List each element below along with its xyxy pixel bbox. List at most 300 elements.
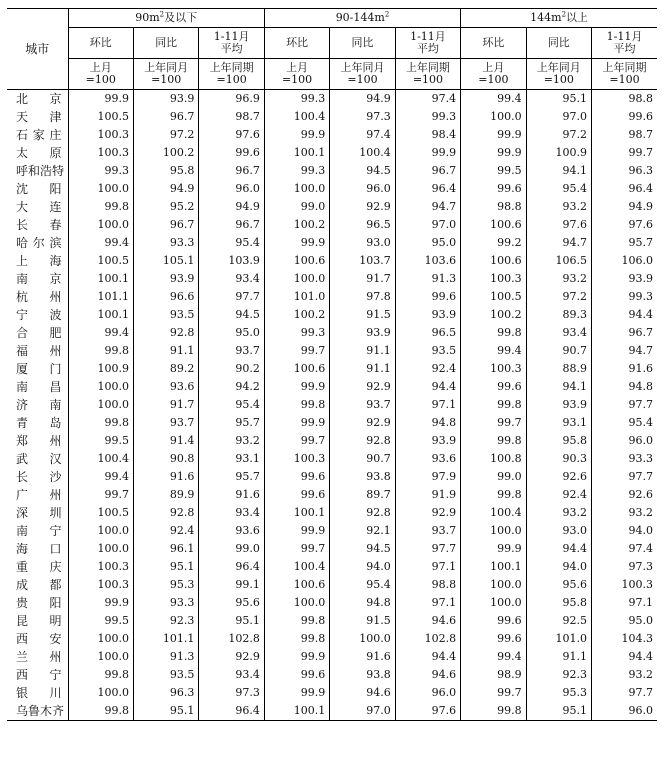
index-value-cell: 95.6 [526,576,591,594]
index-value-cell: 100.1 [68,306,133,324]
index-value-cell: 97.0 [395,216,460,234]
city-name-cell: 重庆 [16,560,62,574]
base-same-period-last-year-header-line1: 上年同期 [602,61,647,74]
index-value-cell: 99.7 [461,414,526,432]
index-value-cell: 97.6 [395,702,460,721]
index-value-cell: 89.3 [526,306,591,324]
base-same-month-last-year-header [330,59,395,90]
index-value-cell: 97.2 [526,126,591,144]
index-value-cell: 93.3 [133,234,198,252]
index-value-cell: 99.8 [461,324,526,342]
ytd-average-header [395,28,460,59]
index-value-cell: 92.1 [330,522,395,540]
table-row [7,522,657,540]
index-value-cell: 99.8 [461,486,526,504]
index-value-cell: 100.0 [461,522,526,540]
index-value-cell: 99.9 [461,144,526,162]
index-value-cell: 96.1 [133,540,198,558]
index-value-cell: 99.9 [264,378,329,396]
index-value-cell: 100.5 [68,504,133,522]
base-same-period-last-year-header [199,59,264,90]
index-value-cell: 94.0 [592,522,657,540]
ytd-average-header-line2: 平均 [416,42,439,55]
city-name-cell: 厦门 [16,362,62,376]
index-value-cell: 100.1 [264,504,329,522]
index-value-cell: 97.7 [592,684,657,702]
index-value-cell: 100.4 [264,108,329,126]
table-row [7,666,657,684]
index-value-cell: 93.2 [526,504,591,522]
index-value-cell: 99.0 [199,540,264,558]
base-prev-month-header-line2: =100 [478,73,509,86]
index-value-cell: 99.9 [264,522,329,540]
index-value-cell: 95.4 [592,414,657,432]
city-name-cell: 南宁 [16,524,62,538]
index-value-cell: 93.9 [395,306,460,324]
index-value-cell: 92.4 [395,360,460,378]
index-value-cell: 99.6 [395,288,460,306]
index-value-cell: 92.8 [330,504,395,522]
base-prev-month-header [264,59,329,90]
index-value-cell: 94.4 [526,540,591,558]
index-value-cell: 100.4 [461,504,526,522]
index-value-cell: 99.6 [264,486,329,504]
index-value-cell: 92.8 [133,504,198,522]
ytd-average-header-line2: 平均 [220,42,243,55]
index-value-cell: 97.3 [330,108,395,126]
index-value-cell: 98.8 [592,90,657,109]
index-value-cell: 100.0 [264,594,329,612]
index-value-cell: 97.1 [592,594,657,612]
index-value-cell: 96.4 [199,558,264,576]
base-same-month-last-year-header-line2: =100 [543,73,574,86]
index-value-cell: 100.5 [68,108,133,126]
index-value-cell: 99.5 [68,612,133,630]
city-name-cell: 上海 [16,254,62,268]
table-row [7,234,657,252]
index-value-cell: 93.5 [395,342,460,360]
base-same-month-last-year-header [526,59,591,90]
index-value-cell: 92.9 [330,378,395,396]
index-value-cell: 99.6 [199,144,264,162]
table-row [7,342,657,360]
index-value-cell: 93.5 [133,306,198,324]
city-name-cell: 昆明 [16,614,62,628]
table-row [7,468,657,486]
index-value-cell: 100.4 [68,450,133,468]
index-value-cell: 100.0 [461,594,526,612]
index-value-cell: 93.7 [133,414,198,432]
index-value-cell: 94.7 [526,234,591,252]
month-on-month-header-line1: 环比 [286,36,309,49]
index-value-cell: 98.7 [199,108,264,126]
index-value-cell: 101.1 [133,630,198,648]
index-value-cell: 95.2 [133,198,198,216]
index-value-cell: 100.1 [68,270,133,288]
index-value-cell: 94.1 [526,162,591,180]
index-value-cell: 93.4 [199,504,264,522]
city-name-cell: 沈阳 [16,182,62,196]
city-name-cell: 福州 [16,344,62,358]
city-name-cell: 大连 [16,200,62,214]
index-value-cell: 100.0 [68,630,133,648]
base-same-month-last-year-header-line2: =100 [347,73,378,86]
base-prev-month-header [461,59,526,90]
table-row [7,702,657,721]
base-prev-month-header-line2: =100 [281,73,313,86]
city-name-cell: 太原 [16,146,62,160]
index-value-cell: 91.7 [330,270,395,288]
index-value-cell: 100.3 [68,558,133,576]
index-value-cell: 98.8 [395,576,460,594]
city-name-cell: 济南 [16,398,62,412]
index-value-cell: 95.0 [592,612,657,630]
index-value-cell: 94.6 [330,684,395,702]
index-value-cell: 97.7 [395,540,460,558]
month-on-month-header-line1: 环比 [89,36,112,49]
table-row [7,324,657,342]
index-value-cell: 100.6 [264,576,329,594]
index-value-cell: 100.1 [264,702,329,721]
city-name-cell: 银川 [16,686,62,700]
index-value-cell: 100.9 [526,144,591,162]
group-header-large: $144m^2$以上 [461,9,657,28]
index-value-cell: 99.4 [461,90,526,109]
city-name-cell: 西宁 [16,668,62,682]
index-value-cell: 96.0 [395,684,460,702]
index-value-cell: 93.0 [526,522,591,540]
index-value-cell: 92.6 [526,468,591,486]
table-row [7,594,657,612]
index-value-cell: 100.3 [264,450,329,468]
index-value-cell: 99.8 [68,702,133,721]
table-row [7,378,657,396]
table-body [7,90,657,721]
index-value-cell: 100.2 [264,306,329,324]
index-value-cell: 96.4 [592,180,657,198]
index-value-cell: 100.3 [68,144,133,162]
index-value-cell: 94.7 [395,198,460,216]
table-row [7,612,657,630]
year-on-year-header [330,28,395,59]
index-value-cell: 100.5 [68,252,133,270]
index-value-cell: 99.5 [461,162,526,180]
index-value-cell: 99.9 [395,144,460,162]
index-value-cell: 94.6 [395,666,460,684]
index-value-cell: 93.9 [395,432,460,450]
index-value-cell: 96.9 [199,90,264,109]
base-same-month-last-year-header-line2: =100 [151,73,182,86]
index-value-cell: 99.8 [461,396,526,414]
index-value-cell: 93.1 [199,450,264,468]
base-same-month-last-year-header-line1: 上年同月 [144,61,189,74]
index-value-cell: 93.0 [330,234,395,252]
index-value-cell: 95.4 [199,234,264,252]
table-row [7,126,657,144]
index-value-cell: 99.9 [264,684,329,702]
index-value-cell: 97.1 [395,558,460,576]
base-prev-month-header [68,59,133,90]
index-value-cell: 94.5 [199,306,264,324]
index-value-cell: 95.4 [199,396,264,414]
table-row [7,270,657,288]
base-same-period-last-year-header-line2: =100 [412,73,444,86]
index-value-cell: 94.4 [592,306,657,324]
index-value-cell: 99.7 [264,342,329,360]
index-value-cell: 96.6 [133,288,198,306]
index-value-cell: 99.9 [68,594,133,612]
index-value-cell: 99.4 [68,468,133,486]
index-value-cell: 95.6 [199,594,264,612]
index-value-cell: 97.6 [526,216,591,234]
index-value-cell: 93.2 [199,432,264,450]
city-name-cell: 天津 [16,110,62,124]
table-row [7,216,657,234]
table-row [7,684,657,702]
index-value-cell: 99.1 [199,576,264,594]
index-value-cell: 101.1 [68,288,133,306]
table-row [7,162,657,180]
ytd-average-header-line1: 1-11月 [213,30,250,43]
index-value-cell: 91.6 [199,486,264,504]
index-value-cell: 95.3 [526,684,591,702]
index-value-cell: 91.1 [133,342,198,360]
index-value-cell: 100.9 [68,360,133,378]
index-value-cell: 99.6 [461,630,526,648]
table-row [7,432,657,450]
index-value-cell: 100.6 [461,252,526,270]
index-value-cell: 102.8 [395,630,460,648]
index-value-cell: 96.7 [199,216,264,234]
city-name-cell: 合肥 [16,326,62,340]
base-same-period-last-year-header [592,59,657,90]
city-name-cell: 郑州 [16,434,62,448]
base-same-month-last-year-header-line1: 上年同月 [340,61,385,74]
city-name-cell: 长春 [16,218,62,232]
index-value-cell: 93.8 [330,666,395,684]
index-value-cell: 99.4 [461,648,526,666]
index-value-cell: 99.3 [592,288,657,306]
index-value-cell: 93.2 [592,666,657,684]
index-value-cell: 99.8 [68,414,133,432]
index-value-cell: 100.5 [461,288,526,306]
index-value-cell: 95.1 [133,702,198,721]
index-value-cell: 99.9 [68,90,133,109]
index-value-cell: 96.5 [330,216,395,234]
table-row [7,414,657,432]
index-value-cell: 100.4 [264,558,329,576]
base-same-month-last-year-header [133,59,198,90]
index-value-cell: 95.1 [526,90,591,109]
index-value-cell: 99.7 [68,486,133,504]
index-value-cell: 97.1 [395,594,460,612]
index-value-cell: 95.1 [133,558,198,576]
table-row [7,576,657,594]
index-value-cell: 91.6 [330,648,395,666]
table-row [7,486,657,504]
index-value-cell: 92.3 [526,666,591,684]
table-row [7,504,657,522]
index-value-cell: 99.4 [68,234,133,252]
city-name-cell: 乌鲁木齐 [7,702,68,721]
index-value-cell: 97.0 [330,702,395,721]
table-row [7,360,657,378]
index-value-cell: 99.3 [264,90,329,109]
index-value-cell: 99.8 [461,432,526,450]
index-value-cell: 91.3 [395,270,460,288]
index-value-cell: 90.7 [526,342,591,360]
index-value-cell: 95.1 [526,702,591,721]
ytd-average-header [592,28,657,59]
index-value-cell: 100.0 [68,648,133,666]
month-on-month-header [68,28,133,59]
index-value-cell: 93.7 [395,522,460,540]
index-value-cell: 103.7 [330,252,395,270]
index-value-cell: 94.4 [395,378,460,396]
index-value-cell: 99.8 [264,612,329,630]
index-value-cell: 99.9 [264,126,329,144]
index-value-cell: 100.3 [461,270,526,288]
table-row [7,90,657,109]
index-value-cell: 97.8 [330,288,395,306]
city-name-cell: 贵阳 [16,596,62,610]
index-value-cell: 99.4 [461,342,526,360]
month-on-month-header [264,28,329,59]
city-name-cell: 广州 [16,488,62,502]
index-value-cell: 93.2 [526,270,591,288]
index-value-cell: 99.3 [264,162,329,180]
index-value-cell: 101.0 [264,288,329,306]
index-value-cell: 95.0 [199,324,264,342]
index-value-cell: 100.0 [264,270,329,288]
index-value-cell: 93.6 [199,522,264,540]
index-value-cell: 94.9 [199,198,264,216]
index-value-cell: 99.6 [461,378,526,396]
month-on-month-header [461,28,526,59]
index-value-cell: 93.9 [526,396,591,414]
index-value-cell: 92.6 [592,486,657,504]
index-value-cell: 91.9 [395,486,460,504]
index-value-cell: 97.4 [330,126,395,144]
index-value-cell: 96.4 [199,702,264,721]
index-value-cell: 91.7 [133,396,198,414]
index-value-cell: 106.0 [592,252,657,270]
index-value-cell: 100.6 [461,216,526,234]
index-value-cell: 100.4 [330,144,395,162]
base-prev-month-header-line1: 上月 [286,61,309,74]
index-value-cell: 97.3 [592,558,657,576]
index-value-cell: 96.7 [199,162,264,180]
index-value-cell: 99.5 [68,432,133,450]
index-value-cell: 94.6 [395,612,460,630]
index-value-cell: 96.5 [395,324,460,342]
index-value-cell: 96.4 [395,180,460,198]
index-value-cell: 94.2 [199,378,264,396]
year-on-year-header [526,28,591,59]
index-value-cell: 94.9 [133,180,198,198]
index-value-cell: 100.1 [461,558,526,576]
index-value-cell: 99.8 [68,342,133,360]
index-value-cell: 99.7 [461,684,526,702]
index-value-cell: 100.0 [461,576,526,594]
index-value-cell: 93.7 [330,396,395,414]
index-value-cell: 91.1 [526,648,591,666]
index-value-cell: 95.7 [592,234,657,252]
index-value-cell: 95.8 [526,594,591,612]
index-value-cell: 97.7 [199,288,264,306]
base-same-period-last-year-header-line1: 上年同期 [405,61,450,74]
base-prev-month-header-line1: 上月 [482,61,505,74]
index-value-cell: 100.2 [461,306,526,324]
index-value-cell: 93.2 [526,198,591,216]
table-row [7,108,657,126]
index-value-cell: 100.3 [68,126,133,144]
index-value-cell: 92.4 [526,486,591,504]
index-value-cell: 90.3 [526,450,591,468]
city-name-cell: 南昌 [16,380,62,394]
index-value-cell: 99.4 [68,324,133,342]
index-value-cell: 100.0 [264,180,329,198]
index-value-cell: 100.0 [68,216,133,234]
year-on-year-header-line1: 同比 [547,36,570,49]
index-value-cell: 99.9 [264,648,329,666]
city-name-cell: 长沙 [16,470,62,484]
city-name-cell: 成都 [16,578,62,592]
index-value-cell: 93.7 [199,342,264,360]
index-value-cell: 96.0 [592,702,657,721]
index-value-cell: 100.3 [68,576,133,594]
table-row [7,144,657,162]
index-value-cell: 94.1 [526,378,591,396]
index-value-cell: 99.8 [68,666,133,684]
index-value-cell: 90.2 [199,360,264,378]
index-value-cell: 97.7 [592,468,657,486]
index-value-cell: 99.0 [461,468,526,486]
index-value-cell: 98.8 [461,198,526,216]
index-value-cell: 100.8 [461,450,526,468]
ytd-average-header [199,28,264,59]
index-value-cell: 91.6 [133,468,198,486]
base-same-period-last-year-header-line2: =100 [216,73,247,86]
city-name-cell: 呼和浩特 [16,164,65,178]
city-name-cell: 杭州 [16,290,62,304]
city-name-cell: 宁波 [16,308,62,322]
index-value-cell: 101.0 [526,630,591,648]
base-same-period-last-year-header-line1: 上年同期 [209,61,254,74]
index-value-cell: 99.9 [264,234,329,252]
index-value-cell: 100.6 [264,360,329,378]
index-value-cell: 91.1 [330,360,395,378]
city-column-header: 城市 [7,9,68,90]
index-value-cell: 93.9 [133,270,198,288]
index-value-cell: 93.1 [526,414,591,432]
index-value-cell: 100.3 [461,360,526,378]
index-value-cell: 99.9 [461,540,526,558]
index-value-cell: 98.4 [395,126,460,144]
index-value-cell: 102.8 [199,630,264,648]
index-value-cell: 98.7 [592,126,657,144]
price-index-table-container [7,8,657,721]
city-name-cell: 石家庄 [16,128,62,142]
index-value-cell: 93.4 [199,270,264,288]
index-value-cell: 95.4 [330,576,395,594]
index-value-cell: 97.9 [395,468,460,486]
index-value-cell: 99.3 [264,324,329,342]
index-value-cell: 95.3 [133,576,198,594]
index-value-cell: 94.7 [592,342,657,360]
index-value-cell: 96.3 [133,684,198,702]
index-value-cell: 100.3 [592,576,657,594]
